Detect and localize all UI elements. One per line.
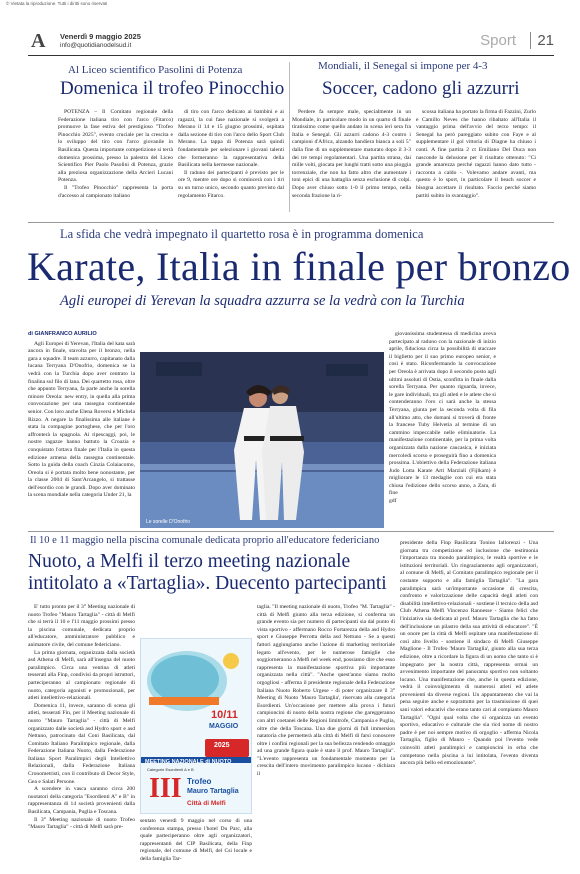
- poster-name: Mauro Tartaglia: [187, 788, 239, 795]
- article-body-col: [28, 604, 135, 832]
- article-body-col: [140, 818, 252, 864]
- poster-city: Città di Melfi: [187, 800, 226, 807]
- issue-date: Venerdì 9 maggio 2025: [60, 32, 141, 41]
- repro-notice: © Vietata la riproduzione. Tutti i diritti sono riservati: [6, 1, 108, 6]
- masthead: [28, 30, 554, 54]
- paragraph: La prima giornata, organizzata dalla società asd Athena di Melfi, sarà all'insegna del nuoto paralimpico. Circa una ventina di atleti tesserati alla Finp, condivisi da propri istruttori, parteciperanno al campionato regionale di nuoto, categoria agonisti e promozionali, per atleti intellettivo-relazionali.: [28, 649, 135, 702]
- article-headline: Soccer, cadono gli azzurri: [322, 78, 520, 99]
- section-label: Sport: [480, 32, 516, 49]
- poster-trofeo: Trofeo: [187, 777, 212, 786]
- paragraph: A scendere in vasca saranno circa 200 nuotatori della categoria "Esordienti A" e B" in rappresentanza di 14 società provenienti dalla Basilicata, Campania, Puglia e Toscana.: [28, 786, 135, 816]
- article-kicker: La sfida che vedrà impegnato il quartetto rosa è in programma domenica: [60, 227, 424, 241]
- paragraph-end: gdf: [389, 498, 397, 505]
- paragraph: presidente della Finp Basilicata Tonino Iallorenzi - Una giornata tra competizione ed inclusione che testimonia l'importanza tra mondo paralimpico, le realtà sportive e le istituzioni territoriali. Un ringraziamento agli organizzatori, al comune di Melfi, al Comitato paralimpico regionale per il costante supporto e alla famiglia Tartaglia". "La gara paralimpica sarà un'importante occasione di crescita, confronto e valorizzazione delle capacità degli atleti con disabilità intellettivo-relazionali - sostiene il tecnico della asd Club Athena Melfi Vincenzo Rannesse - Siamo felici che l'iniziativa sia dedicata al prof. Mauro Tartaglia che ha fatto dell'inclusione un pilastro della sua attività di educatore". "È un onore per la città di Melfi ospitare una manifestazione di così alto livello - sostiene il sindaco di Melfi Giuseppe Maglione - Il Trofeo 'Mauro Tartaglia', giunto alla sua terza edizione, oltre a ricordare la figura di un uomo che tanto si è impegnato per la nostra città, rappresenta ormai un avvenimento importante del panorama sportivo non soltanto lucano. Una manifestazione che, anche in questa edizione, vedrà il coinvolgimento di numerosi atleti ed atlete provenienti da diverse regioni. Un appuntamento che vai la pena seguire anche e soprattutto per la trasmissione di quei sani valori educativi che erano tanto cari al compianto Mauro Tartaglia". "Ogni qual volta che si organizza un evento sportivo, educativo e culturale che sia ricd nome di nostro padre è per noi sempre motivo di orgoglio - afferma Nicola Tartaglia, figlio di Mauro - Quando poi l'evento vede coinvolti atleti paralimpici e campioncini in erba che competono nella piscina a lui intitolata, l'evento diventa ancora più bello ed emozionante".: [400, 540, 538, 767]
- article-body-col: [178, 109, 284, 200]
- section-rule: [28, 222, 554, 223]
- paragraph: Perdere fa sempre male, specialmente in un Mondiale, in particolare modo in un quarto di finale tiratissimo come quello andato in scena ieri sera fra Italia e Senegal. Gli azzurri cadono 4-3 contro i campioni d'Africa, alzando bandiera bianca a soli 5" dalla fine di un supplementare maturato dopo il 3-3 dei tre tempi regolamentari. Una partita strana, dai mille volti, giocata per lunghi tratti sotto una pioggia torrenziale, che non ha fatto altro che aumentare i toni epici di una battaglia senza esclusione di colpi. Dopo aver chiuso sotto 1-0 il primo tempo, nella seconda frazione la ri-: [292, 109, 411, 199]
- paragraph: Il 3° Meeting nazionale di nuoto Trofeo "Mauro Tartaglia" - città di Melfi sarà pre-: [28, 816, 135, 831]
- article-subheadline: Agli europei di Yerevan la squadra azzurra se la vedrà con la Turchia: [60, 293, 465, 309]
- paragraph: POTENZA – Il Comitato regionale della Federazione italiana tiro con l'arco (Fitarco) promuove la fase estiva del prestigioso "Trofeo Pinocchio 2025", evento cruciale per la crescita e lo sviluppo del tiro con l'arco giovanile in Basilicata. Questa importante competizione si terrà domenica prossima, presso la palestra del Liceo Scientifico Pier Paolo Pasolini di Potenza, grazie alla preziosa organizzazione della Arcieri Lucani Potenza.: [58, 109, 173, 184]
- article-body-col: [28, 331, 135, 500]
- page-number: 21: [530, 32, 554, 49]
- paragraph: di tiro con l'arco dedicato ai bambini e ai ragazzi, la cui fase nazionale si svolgerà a Merano il 14 e 15 giugno prossimi, ospitata dalla sezione di tiro con l'arco dello Sport Club Merano. La tappa di Potenza sarà quindi fondamentale per selezionare i giovani talenti che formeranno la rappresentativa della Basilicata nella kermesse nazionale.: [178, 109, 284, 169]
- article-body-col: [389, 331, 496, 506]
- poster-year: 2025: [214, 742, 230, 749]
- logo-letter: A: [31, 30, 46, 52]
- contact-email: info@quotidianodelsud.it: [60, 42, 132, 49]
- paragraph: scossa italiana ha portato la firma di Fazzini, Zurlo e Camillo Neves che hanno ribaltato all'Italia il vantaggio prima dell'avvio del terzo tempo: il Senegal ha però pareggiato subito con Faye e al supplementare il gol vittoria di Diagne ha chiuso i conti. A fine partita 2 ct Emiliano Del Duca non nasconde la delusione per il risultato ottenuto: "Ci grande amarezza perché ragazzi hanno dato tutto - racconta a caldo -. Volevamo andare avanti, ma questo è lo sport, in particolare il beach soccer e bisogna accettare il risultato. Faccio perché siamo partiti subito in svantaggio".: [416, 109, 536, 199]
- article-body-col: [400, 540, 538, 768]
- paragraph: Agli Europei di Yerevan, l'Italia del kata sarà ancora in finale, stavolta per il bronzo, nella gara a squadre. Il team azzurro, capitanato dalla lucana Terryana D'Onofrio, domenica se la vedrà con la Turchia dopo aver centrato la finalina sul filo di lana. Dei quartetto rosa, oltre che appunto Terryana, fa parte anche la sorella minore Oreola: new entry, in quella alla prima convocazione per una rassegna continentale senior. Con loro anche Elena Roversi e Michela Rizzo. A negare la finalissima alle italiane è stata la compagine portoghese, che per l'oro affronterà la spagnola. Ai ripescaggi, poi, le nostre ragazze hanno battuto la Croazia e conquistato l'ottava finale per l'Italia in questa edizione armena della rassegna continentale. Sotto la guida della coach Cinzia Colaiacomo, Oreola si è portata molto bene nonostante, per la classe 2004 di Sant'Arcangelo, si trattasse dell'esordio con le grandi. Dopo aver dominato la scena mondiale nella categoria Under 21, la: [28, 340, 135, 499]
- paragraph: sentato venerdì 9 maggio nel corso di una conferenza stampa, presso l'hotel Du Parc, alla quale parteciperanno oltre agli organizzatori, rappresentanti del CIP Basilicata, della Finp regionale, del comune di Melfi, del Csi locale e della famiglia Tar-: [140, 818, 252, 862]
- paragraph: E' tutto pronto per il 3° Meeting nazionale di nuoto Trofeo "Mauro Tartaglia" - città di Melfi che si terrà il 10 e l'11 maggio prossimi presso la piscina comunale, dedicata proprio all'educatore, amministratore pubblico e animatore civile, del comune federiciano.: [28, 604, 135, 648]
- article-headline-line1: Nuoto, a Melfi il terzo meeting nazionale: [28, 551, 351, 572]
- article-body-col: [257, 604, 395, 779]
- article-body-col: [416, 109, 536, 200]
- article-kicker: Mondiali, il Senegal si impone per 4-3: [318, 60, 488, 72]
- paragraph: giovanissima studentessa di medicina aveva partecipato al raduno con la nazionale di inizio aprile, fiduciosa circa la possibilità di staccare il biglietto per il suo primo europeo senior, e così è stato. Riconfermando la convocazione per Oreola è arrivata dopo il secondo posto agli ultimi assoluti di Ostia, sconfitta in finale dalla sorella Terryana. Per quanto riguarda, invece, le gare individuali, tra gli atleti e le atlete che si contenderanno l'oro ci sarà anche la stessa Terryana, giunta per la seconda volta di fila all'ultimo atto, che domani si troverà di fronte la francese Tuby Helvetia al termine di un cammino impeccabile nelle eliminatorie. La manifestazione continentale, per la prima volta organizzata dalla nazione caucasica, è iniziata mercoledì scorso e proseguirà fino a domenica prossima. L'obiettivo della Federazione italiana Judo Lotta Karate Arti Marziali (Fijlkam) è migliorare le 13 medaglie con cui era stata chiusa l'edizione dello scorso anno, a Zara, di fine: [389, 331, 496, 497]
- article-kicker: Il 10 e 11 maggio nella piscina comunale dedicata proprio all'educatore federiciano: [30, 535, 380, 546]
- masthead-rule: [28, 55, 554, 56]
- poster-edition: III: [149, 773, 182, 804]
- article-body-col: [58, 109, 173, 200]
- poster-subtitle: Categorie Esordienti A e B: [147, 767, 194, 772]
- paragraph: taglia. "Il meeting nazionale di nuoto, Trofeo "M. Tartaglia" - città di Melfi giunto alla terza edizione, si conferma un grande evento sia per numero di partecipanti sia dal punto di vista sportivo - affermano Rocco Fortarezza della asd Hydro sport e Giuseppe Perrotta della asd Nettuno - Se a questi fattori aggiungiamo anche l'azione di marketing territoriale legato all'evento, per le numerose famiglie che soggiorneranno a Melfi nel week end, possiamo dire che esso rappresenta la manifestazione sportiva più importante organizzata nella città". "Anche quest'anno siamo molto orgogliosi - afferma il presidente regionale della Federazione Italiana Nuoto Roberto Urgese - di poter organizzare il 3° Meeting di Nuoto 'Mauro Tartaglia', riservato alla categoria Esordienti. Un'occasione per mettere alla prova i futuri campioncini di nuoto della nostra regione che gareggeranno con altri coetanei delle Regioni limitrofe, Campania e Puglia, oltre che della Toscana. Una due giorni di full immersion natatoria che permetterà alla città di Melfi di farsi conoscere oltre i confini regionali per la sua bellezza rendendo omaggio ad una grande figura quale è stato il prof. Mauro Tartaglia". "L'evento rappresenta un fondamentale momento per la crescita dell'intero movimento paralimpico lucano - dichiara il: [257, 604, 395, 778]
- section-rule: [28, 531, 554, 532]
- paragraph: Domenica 11, invece, saranno di scena gli atleti, tesserati Fin, per il Meeting nazionale di nuoto "Mauro Tartaglia" - città di Melfi organizzato dalle società asd Hydro sport e asd Nettuno, patrocinato dal Coni Basilicata, dal Comitato Italiano Paralimpico regionale, dalla Federazione Italiana Nuoto, dalla Federazione Italiana Sport Paralimpici degli Intellettivo Relazionali, dalla Federazione Italiana Cronometristi, con il contributo di Decor Style, Gea e Salati Persone.: [28, 702, 135, 785]
- photo-caption: Le sorelle D'Onofrio: [146, 519, 191, 525]
- article-headline-line2: intitolato a «Tartaglia». Duecento partecipanti: [28, 573, 387, 594]
- paragraph: Il raduno dei partecipanti è previsto per le ore 9, mentre ore dopo si comincerà con i tiri su un turno unico, secondo quanto previsto dal regolamento Fitarco.: [178, 169, 284, 199]
- article-body-col: [292, 109, 411, 200]
- article-headline: Karate, Italia in finale per bronzo: [27, 244, 571, 289]
- paragraph: Il "Trofeo Pinocchio" rappresenta la porta d'accesso al campionato italiano: [58, 184, 173, 199]
- poster-month: MAGGIO: [209, 723, 239, 730]
- column-separator: [289, 62, 290, 212]
- article-kicker: Al Liceo scientifico Pasolini di Potenza: [68, 64, 243, 76]
- karate-photo: [140, 352, 384, 528]
- poster-title: MEETING NAZIONALE di NUOTO: [145, 759, 232, 765]
- newspaper-logo-icon: [28, 30, 50, 52]
- meeting-poster: [140, 638, 252, 814]
- article-headline: Domenica il trofeo Pinocchio: [60, 78, 285, 99]
- poster-date: 10/11: [211, 709, 238, 721]
- byline: di GIANFRANCO AURILIO: [28, 331, 97, 337]
